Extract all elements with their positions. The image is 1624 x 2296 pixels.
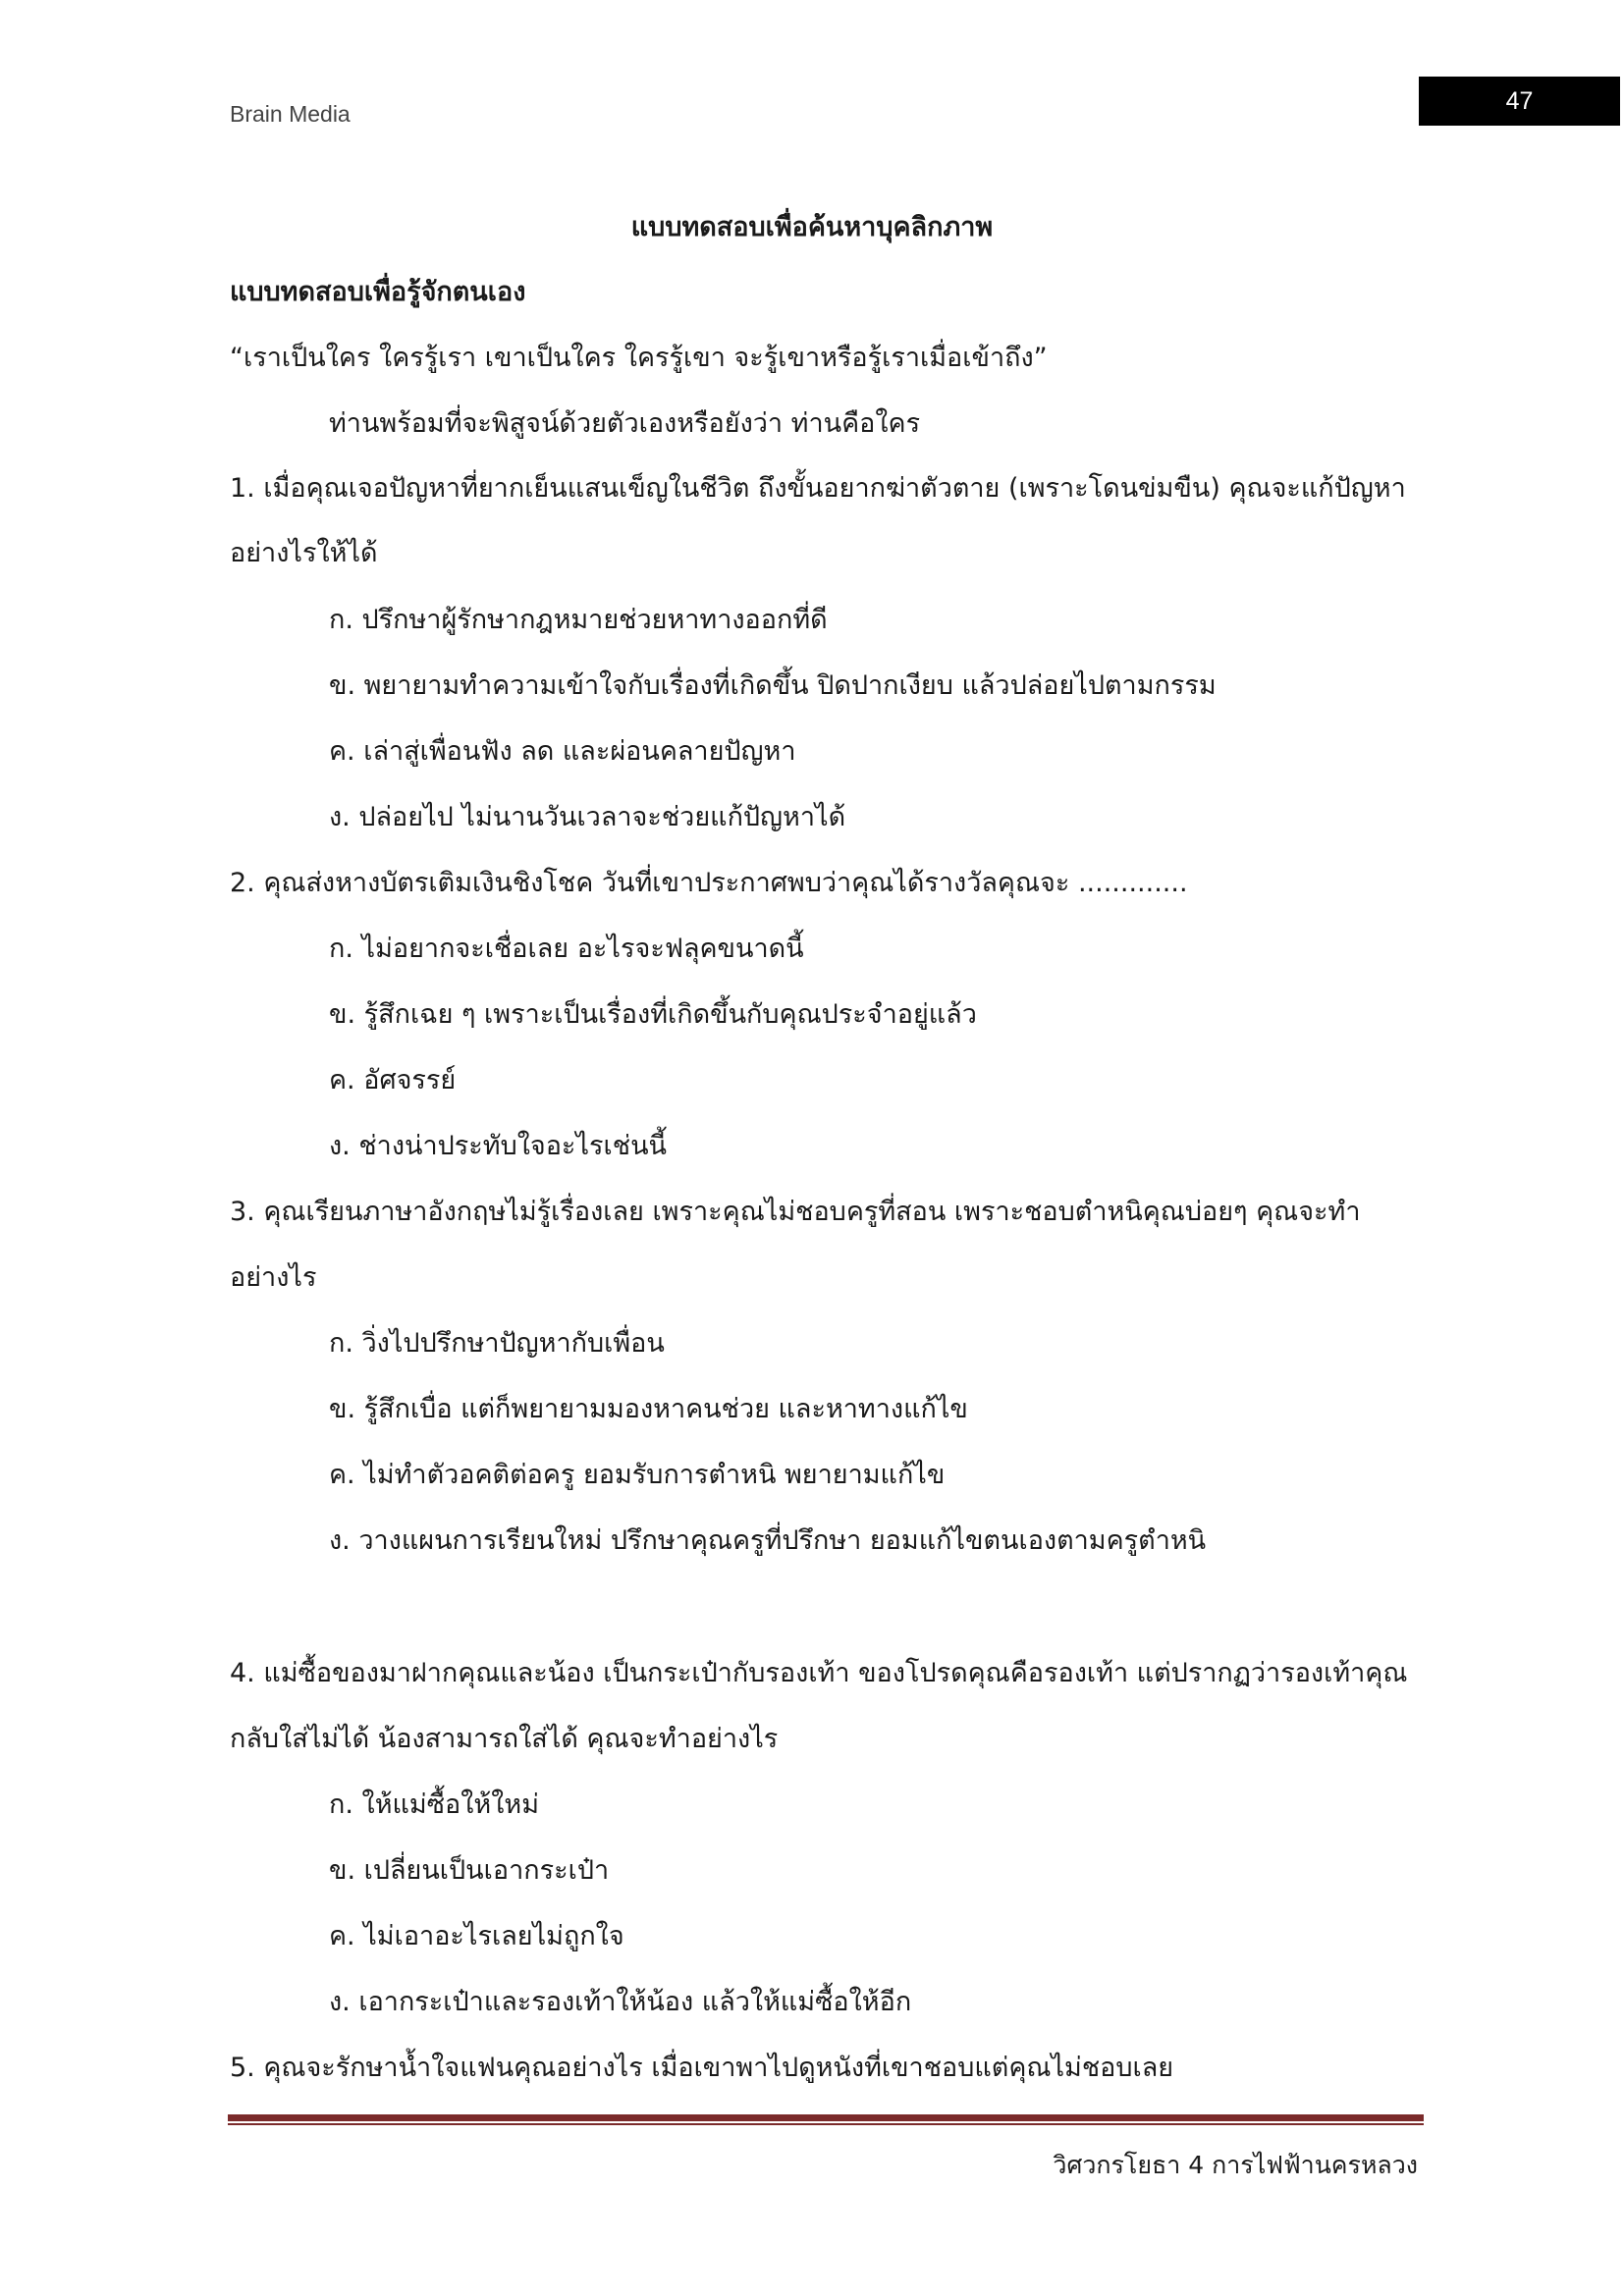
question-2-option-b: ข. รู้สึกเฉย ๆ เพราะเป็นเรื่องที่เกิดขึ้นกับคุณประจำอยู่แล้ว: [329, 999, 977, 1030]
question-3-text: 3. คุณเรียนภาษาอังกฤษไม่รู้เรื่องเลย เพราะคุณไม่ชอบครูที่สอน เพราะชอบตำหนิคุณบ่อยๆ คุณจะทำ: [230, 1197, 1361, 1227]
document-title: แบบทดสอบเพื่อค้นหาบุคลิกภาพ: [630, 212, 994, 242]
question-2-text: 2. คุณส่งหางบัตรเติมเงินชิงโชค วันที่เขาประกาศพบว่าคุณได้รางวัลคุณจะ .............: [230, 868, 1188, 898]
question-4-option-d: ง. เอากระเป๋าและรองเท้าให้น้อง แล้วให้แม่ซื้อให้อีก: [329, 1987, 912, 2017]
question-4-option-a: ก. ให้แม่ซื้อให้ใหม่: [329, 1789, 539, 1820]
question-2-option-d: ง. ช่างน่าประทับใจอะไรเช่นนี้: [329, 1131, 667, 1161]
quote-text: “เราเป็นใคร ใครรู้เรา เขาเป็นใคร ใครรู้เขา จะรู้เขาหรือรู้เราเมื่อเข้าถึง”: [230, 343, 1048, 373]
question-1-text-cont: อย่างไรให้ได้: [230, 538, 378, 568]
question-3-option-d: ง. วางแผนการเรียนใหม่ ปรึกษาคุณครูที่ปรึกษา ยอมแก้ไขตนเองตามครูตำหนิ: [329, 1525, 1207, 1556]
header-brand: Brain Media: [230, 101, 351, 127]
question-2-option-c: ค. อัศจรรย์: [329, 1065, 457, 1095]
question-5-text: 5. คุณจะรักษาน้ำใจแฟนคุณอย่างไร เมื่อเขาพาไปดูหนังที่เขาชอบแต่คุณไม่ชอบเลย: [230, 2053, 1174, 2083]
footer-text: วิศวกรโยธา 4 การไฟฟ้านครหลวง: [1053, 2151, 1418, 2179]
question-4-text-cont: กลับใส่ไม่ได้ น้องสามารถใส่ได้ คุณจะทำอย่างไร: [230, 1724, 779, 1754]
question-1-option-a: ก. ปรึกษาผู้รักษากฎหมายช่วยหาทางออกที่ดี: [329, 605, 828, 635]
question-1-option-d: ง. ปล่อยไป ไม่นานวันเวลาจะช่วยแก้ปัญหาได้: [329, 802, 846, 832]
question-2-option-a: ก. ไม่อยากจะเชื่อเลย อะไรจะฟลุคขนาดนี้: [329, 934, 804, 964]
page-number-badge: 47: [1419, 77, 1620, 126]
footer-divider-thin: [228, 2123, 1424, 2125]
section-heading: แบบทดสอบเพื่อรู้จักตนเอง: [230, 277, 526, 307]
question-4-option-c: ค. ไม่เอาอะไรเลยไม่ถูกใจ: [329, 1921, 624, 1951]
question-3-option-a: ก. วิ่งไปปรึกษาปัญหากับเพื่อน: [329, 1328, 665, 1359]
footer-divider: [228, 2114, 1424, 2121]
question-4-text: 4. แม่ซื้อของมาฝากคุณและน้อง เป็นกระเป๋ากับรองเท้า ของโปรดคุณคือรองเท้า แต่ปรากฏว่ารองเท้าคุณ: [230, 1658, 1408, 1688]
question-3-option-c: ค. ไม่ทำตัวอคติต่อครู ยอมรับการตำหนิ พยายามแก้ไข: [329, 1460, 946, 1490]
question-4-option-b: ข. เปลี่ยนเป็นเอากระเป๋า: [329, 1855, 610, 1886]
intro-text: ท่านพร้อมที่จะพิสูจน์ด้วยตัวเองหรือยังว่า ท่านคือใคร: [329, 408, 921, 439]
question-3-option-b: ข. รู้สึกเบื่อ แต่ก็พยายามมองหาคนช่วย และหาทางแก้ไข: [329, 1394, 968, 1424]
question-1-text: 1. เมื่อคุณเจอปัญหาที่ยากเย็นแสนเข็ญในชีวิต ถึงขั้นอยากฆ่าตัวตาย (เพราะโดนข่มขืน) คุณจะแก้ปัญหา: [230, 473, 1406, 504]
question-3-text-cont: อย่างไร: [230, 1262, 317, 1293]
question-1-option-b: ข. พยายามทำความเข้าใจกับเรื่องที่เกิดขึ้น ปิดปากเงียบ แล้วปล่อยไปตามกรรม: [329, 670, 1217, 701]
question-1-option-c: ค. เล่าสู่เพื่อนฟัง ลด และผ่อนคลายปัญหา: [329, 736, 796, 767]
